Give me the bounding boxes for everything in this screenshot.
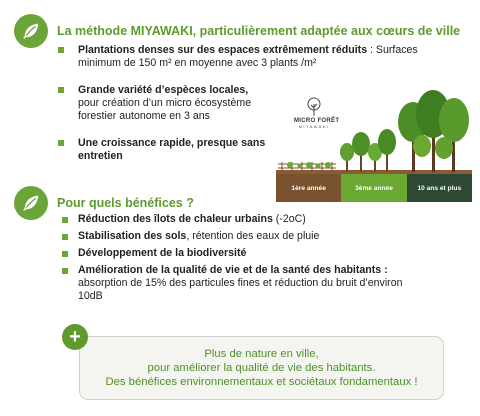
bullet-bold-text: Stabilisation des sols [78, 230, 187, 242]
bullet-bold-text: Une croissance rapide, presque sans [78, 137, 266, 149]
list-item [58, 44, 468, 70]
micro-foret-logo [294, 118, 340, 129]
list-item [62, 230, 472, 243]
bullet-bold-text-line2: entretien [78, 150, 123, 162]
stage-year-1: 1ère année [276, 174, 341, 202]
bullet-text-line2: minimum de 150 m² en moyenne avec 3 plants /m² [78, 57, 317, 69]
growth-stage-bands [276, 174, 472, 202]
leaf-icon [14, 186, 48, 220]
benefits-bullet-list [62, 213, 472, 307]
list-item [62, 213, 472, 226]
bullet-bold-text: Amélioration de la qualité de vie et de la santé des habitants : [78, 264, 388, 276]
list-item [58, 84, 272, 123]
section-title-method: La méthode MIYAWAKI, particulièrement adaptée aux cœurs de ville [57, 24, 461, 38]
callout-line-2: pour améliorer la qualité de vie des habitants. [147, 362, 376, 374]
logo-name: MICRO FORÊT [294, 118, 340, 124]
plus-icon: + [62, 324, 88, 350]
bullet-text: : Surfaces [367, 44, 418, 56]
list-item [62, 264, 472, 303]
bullet-square [62, 234, 68, 240]
stage-year-3: 3ème année [341, 174, 406, 202]
leaf-icon-graphic [20, 192, 42, 214]
list-item [62, 247, 472, 260]
bullet-text: (-2oC) [272, 213, 306, 225]
summary-callout [79, 336, 444, 400]
bullet-text: , rétention des eaux de pluie [186, 230, 320, 242]
section-title-benefits: Pour quels bénéfices ? [57, 196, 194, 210]
bullet-bold-text: Réduction des îlots de chaleur urbains [78, 213, 273, 225]
forest-growth-illustration [276, 86, 472, 202]
bullet-square [62, 217, 68, 223]
bullet-square [58, 87, 64, 93]
list-item [58, 137, 272, 163]
bullet-text: pour création d’un micro écosystème [78, 97, 252, 109]
bullet-square [62, 251, 68, 257]
bullet-text-line2: forestier autonome en 3 ans [78, 110, 210, 122]
bullet-square [58, 47, 64, 53]
bullet-square [62, 268, 68, 274]
leaf-icon-graphic [20, 20, 42, 42]
leaf-icon [14, 14, 48, 48]
logo-subtitle: MIYAWAKI [298, 124, 330, 129]
tree-growth-graphic [276, 86, 472, 178]
bullet-text-line3: 10dB [78, 290, 103, 302]
stage-year-10: 10 ans et plus [407, 174, 472, 202]
callout-line-1: Plus de nature en ville, [204, 348, 319, 360]
callout-line-3: Des bénéfices environnementaux et sociétaux fondamentaux ! [105, 376, 418, 388]
bullet-bold-text: Développement de la biodiversité [78, 247, 247, 259]
bullet-text-line2: absorption de 15% des particules fines et réduction du bruit d’environ [78, 277, 403, 289]
bullet-square [58, 140, 64, 146]
bullet-bold-text: Plantations denses sur des espaces extrêmement réduits [78, 44, 368, 56]
bullet-bold-text: Grande variété d’espèces locales, [78, 84, 249, 96]
